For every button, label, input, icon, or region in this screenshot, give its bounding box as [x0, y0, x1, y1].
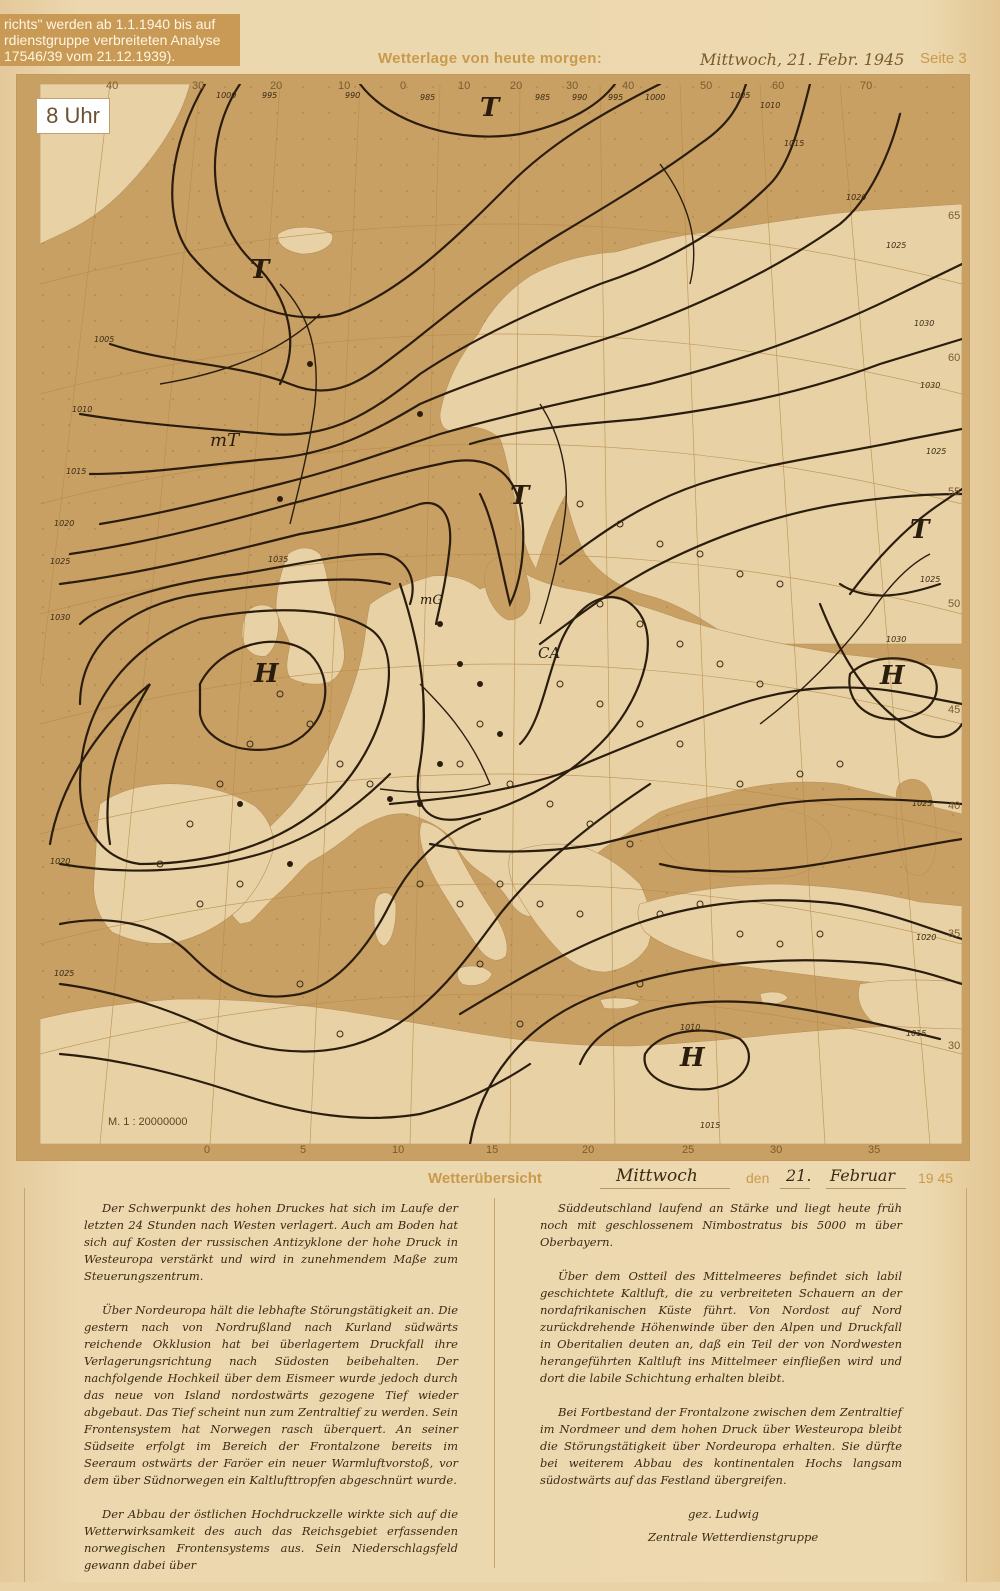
longitude-label: 0	[400, 80, 407, 92]
latitude-label: 65	[948, 210, 961, 222]
pressure-label-left: 1005	[94, 335, 115, 344]
top-left-note	[0, 14, 240, 66]
heading-underline	[780, 1188, 810, 1189]
longitude-label: 20	[582, 1144, 595, 1156]
latitude-label: 40	[948, 800, 961, 812]
heading-underline	[826, 1188, 906, 1189]
station-filled	[437, 621, 443, 627]
summary-right-column	[540, 1200, 902, 1563]
time-badge: 8 Uhr	[36, 98, 110, 134]
label-high-south: H	[680, 1043, 705, 1073]
longitude-label: 70	[860, 80, 873, 92]
latitude-label: 30	[948, 1040, 961, 1052]
station-filled	[287, 861, 293, 867]
latitude-label: 55	[948, 486, 961, 498]
latitude-label: 35	[948, 928, 961, 940]
pressure-label-top: 995	[262, 91, 278, 100]
pressure-label-top: 985	[535, 93, 551, 102]
pressure-label-left: 1010	[72, 405, 93, 414]
pressure-label-top: 1010	[760, 101, 781, 110]
note-line: richts" werden ab 1.1.1940 bis auf	[4, 16, 216, 32]
summary-paragraph: Über Nordeuropa hält die lebhafte Störungstätigkeit an. Die gestern nach von Nordrußland nach Kurland südwärts reichende Okklusion hat bei überlagertem Druckfall ihre Verlagerungsrichtung nach Südosten beibehalten. Der nachfolgende Hochkeil über dem Eismeer wurde jedoch durch das neue von Island nordostwärts gezogene Tief wieder abgebaut. Das Tief scheint nun zum Zentraltief zu werden. Sein Frontensystem hat Norwegen rasch überquert. An seiner Südseite erfolgt im Bereich der Frontalzone bereits im Seeraum ostwärts der Faröer ein neuer Warmluftvorstoß, vor dem über Südnorwegen ein Kaltlufttropfen abgeschnürt wurde.	[84, 1303, 458, 1487]
pressure-label-top: 1000	[216, 91, 237, 100]
station-filled	[387, 796, 393, 802]
pressure-label-top: 1025	[886, 241, 907, 250]
longitude-label: 10	[338, 80, 351, 92]
pressure-label-top: 1005	[730, 91, 751, 100]
longitude-label: 10	[392, 1144, 405, 1156]
pressure-label-right: 1030	[920, 381, 941, 390]
column-divider	[494, 1198, 495, 1568]
longitude-label: 30	[566, 80, 579, 92]
pressure-label-top: 990	[572, 93, 588, 102]
label-airmass-mg: mG	[420, 593, 443, 608]
label-airmass-mt: mT	[210, 430, 240, 451]
longitude-label: 20	[270, 80, 283, 92]
latitude-label: 45	[948, 704, 961, 716]
station-filled	[437, 761, 443, 767]
summary-month: Februar	[830, 1166, 896, 1185]
pressure-label-right: 1015	[700, 1121, 721, 1130]
note-line: rdienstgruppe verbreiteten Analyse	[4, 32, 221, 48]
left-rule	[24, 1188, 25, 1582]
latitude-label: 60	[948, 352, 961, 364]
page-title: Wetterlage von heute morgen:	[378, 50, 602, 67]
land-levant	[858, 980, 962, 1029]
pressure-label-left: 1015	[66, 467, 87, 476]
station-filled	[277, 496, 283, 502]
longitude-label: 40	[622, 80, 635, 92]
pressure-label-right: 1025	[926, 447, 947, 456]
summary-paragraph: Der Schwerpunkt des hohen Druckes hat sich im Laufe der letzten 24 Stunden nach Westen verlagert. Auch am Boden hat sich auf Kosten der russischen Antizyklone der hohe Druck in Westeuropa verstärkt und wird in zunehmendem Maße zum Steuerungszentrum.	[84, 1201, 458, 1283]
pressure-label-right: 1025	[912, 799, 933, 808]
longitude-label: 15	[486, 1144, 499, 1156]
pressure-label-right: 1020	[916, 933, 937, 942]
pressure-label-left: 1025	[50, 557, 71, 566]
pressure-label-top: 985	[420, 93, 436, 102]
label-low-north: T	[480, 93, 500, 123]
station-filled	[237, 801, 243, 807]
note-line: 17546/39 vom 21.12.1939).	[4, 48, 176, 64]
pressure-label-top: 1020	[846, 193, 867, 202]
pressure-label-left: 1035	[268, 555, 289, 564]
longitude-label: 10	[458, 80, 471, 92]
longitude-label: 30	[192, 80, 205, 92]
summary-paragraph: Süddeutschland laufend an Stärke und liegt heute früh noch mit geschlossenem Nimbostratus bis 5000 m über Oberbayern.	[540, 1201, 902, 1249]
pressure-label-right: 1025	[920, 575, 941, 584]
latitude-label: 50	[948, 598, 961, 610]
pressure-label-right: 1010	[680, 1023, 701, 1032]
pressure-label-left: 1030	[50, 613, 71, 622]
station-filled	[477, 681, 483, 687]
label-low-northwest: T	[250, 255, 270, 285]
pressure-label-top: 990	[345, 91, 361, 100]
label-low-east: T	[910, 515, 930, 545]
longitude-label: 50	[700, 80, 713, 92]
longitude-label: 25	[682, 1144, 695, 1156]
longitude-label: 60	[772, 80, 785, 92]
pressure-label-right: 1015	[906, 1029, 927, 1038]
right-rule	[966, 1188, 967, 1582]
heading-underline	[600, 1188, 730, 1189]
pressure-label-left: 1020	[54, 519, 75, 528]
longitude-label: 35	[868, 1144, 881, 1156]
station-filled	[417, 801, 423, 807]
pressure-label-left: 1020	[50, 857, 71, 866]
page-number: Seite 3	[920, 50, 967, 67]
summary-day: Mittwoch	[616, 1166, 698, 1186]
longitude-label: 0	[204, 1144, 211, 1156]
summary-paragraph: Der Abbau der östlichen Hochdruckzelle wirkte sich auf die Wetterwirksamkeit des auch das Reichsgebiet erfassenden norwegischen Frontensystems aus. Sein Niederschlagsfeld gewann dabei über	[84, 1507, 458, 1572]
pressure-label-left: 1025	[54, 969, 75, 978]
summary-year: 19 45	[918, 1170, 954, 1186]
pressure-label-right: 1030	[886, 635, 907, 644]
longitude-label: 30	[770, 1144, 783, 1156]
label-airmass-ca: CA	[538, 644, 561, 662]
pressure-label-top: 1015	[784, 139, 805, 148]
station-filled	[417, 411, 423, 417]
pressure-label-top: 995	[608, 93, 624, 102]
handwritten-date: Mittwoch, 21. Febr. 1945	[700, 50, 905, 69]
summary-day-number: 21.	[786, 1166, 812, 1185]
station-filled	[457, 661, 463, 667]
signature-organization: Zentrale Wetterdienstgruppe	[648, 1530, 819, 1544]
station-filled	[307, 361, 313, 367]
longitude-label: 40	[106, 80, 119, 92]
summary-paragraph: Bei Fortbestand der Frontalzone zwischen dem Zentraltief im Nordmeer und dem hohen Druck über Westeuropa bleibt die Störungstätigkeit über Nordeuropa erhalten. Sie dürfte bei weiterem Abbau des kontinentalen Hochs langsam südostwärts auf das Festland übergreifen.	[540, 1405, 902, 1487]
summary-heading: Wetterübersicht	[428, 1170, 542, 1187]
label-high-west: H	[254, 659, 279, 689]
map-scale: M. 1 : 20000000	[108, 1116, 188, 1128]
longitude-label: 20	[510, 80, 523, 92]
label-low-scandinavia: T	[510, 481, 530, 511]
summary-paragraph: Über dem Ostteil des Mittelmeeres befindet sich labil geschichtete Kaltluft, die zu verbreiteten Schauern an der nordafrikanischen Küste führt. Von Nordost auf Nord zurückdrehende Höhenwinde über den Alpen und Druckfall in Oberitalien deuten an, daß ein Teil der von Nordwesten herangeführten Kaltluft ins Mittelmeer einfließen wird und dort die labile Schichtung erhalten bleibt.	[540, 1269, 902, 1385]
weather-map	[40, 84, 962, 1144]
pressure-label-top: 1000	[645, 93, 666, 102]
pressure-label-top: 1030	[914, 319, 935, 328]
longitude-label: 5	[300, 1144, 307, 1156]
signature: gez. Ludwig	[688, 1507, 759, 1521]
summary-den: den	[746, 1170, 770, 1186]
label-high-east: H	[880, 661, 905, 691]
station-filled	[497, 731, 503, 737]
summary-left-column	[84, 1200, 458, 1591]
